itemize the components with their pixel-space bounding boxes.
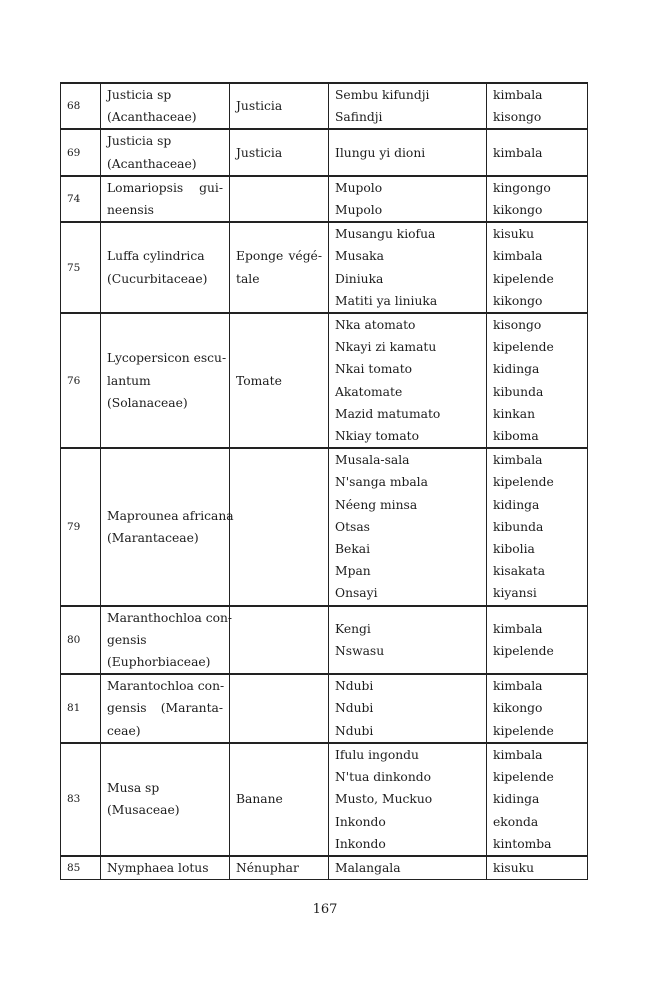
table-row xyxy=(61,83,588,129)
species-name-line: Justicia sp xyxy=(107,134,172,149)
vernacular-name-line: Sembu kifundji xyxy=(335,88,430,102)
vernacular-name-line: N'tua dinkondo xyxy=(335,770,432,785)
language-line: kikongo xyxy=(493,203,543,218)
french-name xyxy=(230,743,329,856)
french-name xyxy=(230,83,329,129)
language-line: kipelende xyxy=(493,723,554,738)
vernacular-name xyxy=(329,674,487,743)
vernacular-name xyxy=(329,222,487,313)
species-name-line: Lycopersicon escu- xyxy=(107,351,227,366)
row-number: 85 xyxy=(61,856,101,880)
vernacular-name-line: Ndubi xyxy=(335,679,374,694)
vernacular-name xyxy=(329,743,487,856)
species-name-line: Marantochloa con- xyxy=(107,679,225,694)
vernacular-name-line: Inkondo xyxy=(335,836,386,851)
language-line: kidinga xyxy=(493,792,540,807)
table-row xyxy=(61,313,588,448)
vernacular-name-line: Akatomate xyxy=(335,384,403,399)
row-number: 69 xyxy=(61,129,101,175)
vernacular-name xyxy=(329,606,487,675)
language-line: kipelende xyxy=(493,770,554,785)
language-line: kikongo xyxy=(493,701,543,716)
language-line: kinkan xyxy=(493,406,536,421)
vernacular-name-line: Néeng minsa xyxy=(335,497,418,512)
species-name-line: (Solanaceae) xyxy=(107,395,188,410)
species-name-line: Musa sp xyxy=(107,781,160,796)
species-name-line: Justicia sp xyxy=(107,88,172,102)
table-row xyxy=(61,448,588,605)
language-line: kidinga xyxy=(493,362,540,377)
species-name-line: Maranthochloa con- xyxy=(107,610,233,625)
species-name-line: (Euphorbiaceae) xyxy=(107,655,211,670)
french-name xyxy=(230,129,329,175)
language xyxy=(487,313,588,448)
vernacular-name xyxy=(329,856,487,880)
species-name xyxy=(101,448,234,605)
species-name-line: (Marantaceae) xyxy=(107,530,199,545)
table-row xyxy=(61,176,588,222)
french-name xyxy=(230,313,329,448)
language xyxy=(487,176,588,222)
language xyxy=(487,606,588,675)
french-name xyxy=(230,856,329,880)
table-row xyxy=(61,674,588,743)
language xyxy=(487,222,588,313)
vernacular-name-line: Ndubi xyxy=(335,723,374,738)
language-line: kimbala xyxy=(493,679,543,694)
french-name-line: Justicia xyxy=(236,145,283,160)
vernacular-name xyxy=(329,313,487,448)
species-name-line: lantum xyxy=(107,373,151,388)
language-line: kibunda xyxy=(493,384,544,399)
row-number: 74 xyxy=(61,176,101,222)
language-line: kintomba xyxy=(493,836,552,851)
vernacular-name-line: Malangala xyxy=(335,860,401,875)
language xyxy=(487,674,588,743)
species-name xyxy=(101,743,230,856)
vernacular-name-line: Mupolo xyxy=(335,180,383,195)
language xyxy=(487,448,588,605)
language-line: kisuku xyxy=(493,860,534,875)
species-name xyxy=(101,176,230,222)
french-name-line: Justicia xyxy=(236,99,283,114)
vernacular-name-line: Ilungu yi dioni xyxy=(335,145,426,160)
row-number: 83 xyxy=(61,743,101,856)
language-line: kisuku xyxy=(493,227,534,242)
french-name-line: Nénuphar xyxy=(236,860,299,875)
vernacular-name-line: Ifulu ingondu xyxy=(335,747,419,762)
vernacular-name-line: Otsas xyxy=(335,519,370,534)
french-name-line: Banane xyxy=(236,792,283,807)
language xyxy=(487,743,588,856)
language-line: kimbala xyxy=(493,249,543,264)
vernacular-name-line: Mazid matumato xyxy=(335,406,441,421)
species-name xyxy=(101,313,230,448)
language-line: kisongo xyxy=(493,110,542,125)
species-name xyxy=(101,674,230,743)
vernacular-name xyxy=(329,129,487,175)
vernacular-name-line: Nka atomato xyxy=(335,318,416,333)
row-number: 81 xyxy=(61,674,101,743)
french-name xyxy=(230,606,329,675)
vernacular-name-line: Bekai xyxy=(335,542,371,557)
vernacular-name-line: Diniuka xyxy=(335,271,384,286)
vernacular-name-line: Matiti ya liniuka xyxy=(335,293,438,308)
vernacular-name-line: Nkiay tomato xyxy=(335,429,420,444)
species-name-line: Luffa cylindrica xyxy=(107,249,205,264)
row-number: 76 xyxy=(61,313,101,448)
species-name-line: ceae) xyxy=(107,723,141,738)
french-name-line: tale xyxy=(236,271,260,286)
language-line: kipelende xyxy=(493,340,554,355)
vernacular-name xyxy=(329,176,487,222)
french-name xyxy=(230,176,329,222)
language-line: kingongo xyxy=(493,180,551,195)
species-name xyxy=(101,606,233,675)
species-name-line: (Cucurbitaceae) xyxy=(107,271,208,286)
vernacular-name-line: Nkayi zi kamatu xyxy=(335,340,437,355)
language-line: kibunda xyxy=(493,519,544,534)
vernacular-name-line: Musto, Muckuo xyxy=(335,792,433,807)
species-name-line: (Acanthaceae) xyxy=(107,110,197,125)
vernacular-name-line: Kengi xyxy=(335,621,371,636)
vernacular-name-line: Musaka xyxy=(335,249,384,264)
language-line: kisakata xyxy=(493,564,546,579)
row-number: 75 xyxy=(61,222,101,313)
vernacular-name-line: Nkai tomato xyxy=(335,362,413,377)
vernacular-name-line: Musangu kiofua xyxy=(335,227,436,242)
species-name xyxy=(101,856,230,880)
french-name xyxy=(230,674,329,743)
row-number: 79 xyxy=(61,448,101,605)
language-line: kiboma xyxy=(493,429,539,444)
table-row xyxy=(61,222,588,313)
species-name-line: gensis xyxy=(107,632,147,647)
language-line: kimbala xyxy=(493,621,543,636)
species-name-line: Nymphaea lotus xyxy=(107,860,209,875)
language-line: kimbala xyxy=(493,747,543,762)
language xyxy=(487,856,588,880)
language-line: kidinga xyxy=(493,497,540,512)
table-row xyxy=(61,743,588,856)
language-line: kipelende xyxy=(493,271,554,286)
vernacular-name-line: Mupolo xyxy=(335,203,383,218)
vernacular-name-line: Ndubi xyxy=(335,701,374,716)
language-line: kimbala xyxy=(493,88,543,102)
species-name-line: (Musaceae) xyxy=(107,803,180,818)
table-row xyxy=(61,129,588,175)
language xyxy=(487,83,588,129)
table-row xyxy=(61,856,588,880)
vernacular-name-line: N'sanga mbala xyxy=(335,475,428,490)
vernacular-name-line: Inkondo xyxy=(335,814,386,829)
language-line: kipelende xyxy=(493,475,554,490)
species-name-line: neensis xyxy=(107,203,154,218)
species-name-line: Maprounea africana xyxy=(107,508,234,523)
vernacular-name-line: Mpan xyxy=(335,564,371,579)
species-name-line: gensis (Maranta- xyxy=(107,701,223,716)
language-line: kimbala xyxy=(493,453,543,468)
french-name xyxy=(230,448,329,605)
table-row xyxy=(61,606,588,675)
vernacular-name-line: Safindji xyxy=(335,110,383,125)
species-name xyxy=(101,129,230,175)
language-line: kibolia xyxy=(493,542,535,557)
language-line: kipelende xyxy=(493,643,554,658)
vernacular-name-line: Musala-sala xyxy=(335,453,410,468)
language-line: kikongo xyxy=(493,293,543,308)
row-number: 68 xyxy=(61,83,101,129)
language-line: kimbala xyxy=(493,145,543,160)
species-name xyxy=(101,222,230,313)
language xyxy=(487,129,588,175)
row-number: 80 xyxy=(61,606,101,675)
french-name-line: Eponge végé- xyxy=(236,249,322,264)
language-line: kisongo xyxy=(493,318,542,333)
french-name-line: Tomate xyxy=(236,373,282,388)
species-name xyxy=(101,83,230,129)
plant-names-table xyxy=(60,82,588,880)
vernacular-name-line: Onsayi xyxy=(335,586,378,601)
vernacular-name xyxy=(329,448,487,605)
vernacular-name xyxy=(329,83,487,129)
vernacular-name-line: Nswasu xyxy=(335,643,385,658)
language-line: kiyansi xyxy=(493,586,537,601)
species-name-line: Lomariopsis gui- xyxy=(107,180,223,195)
species-name-line: (Acanthaceae) xyxy=(107,156,197,171)
page-number: 167 xyxy=(312,902,338,917)
french-name xyxy=(230,222,329,313)
language-line: ekonda xyxy=(493,814,539,829)
